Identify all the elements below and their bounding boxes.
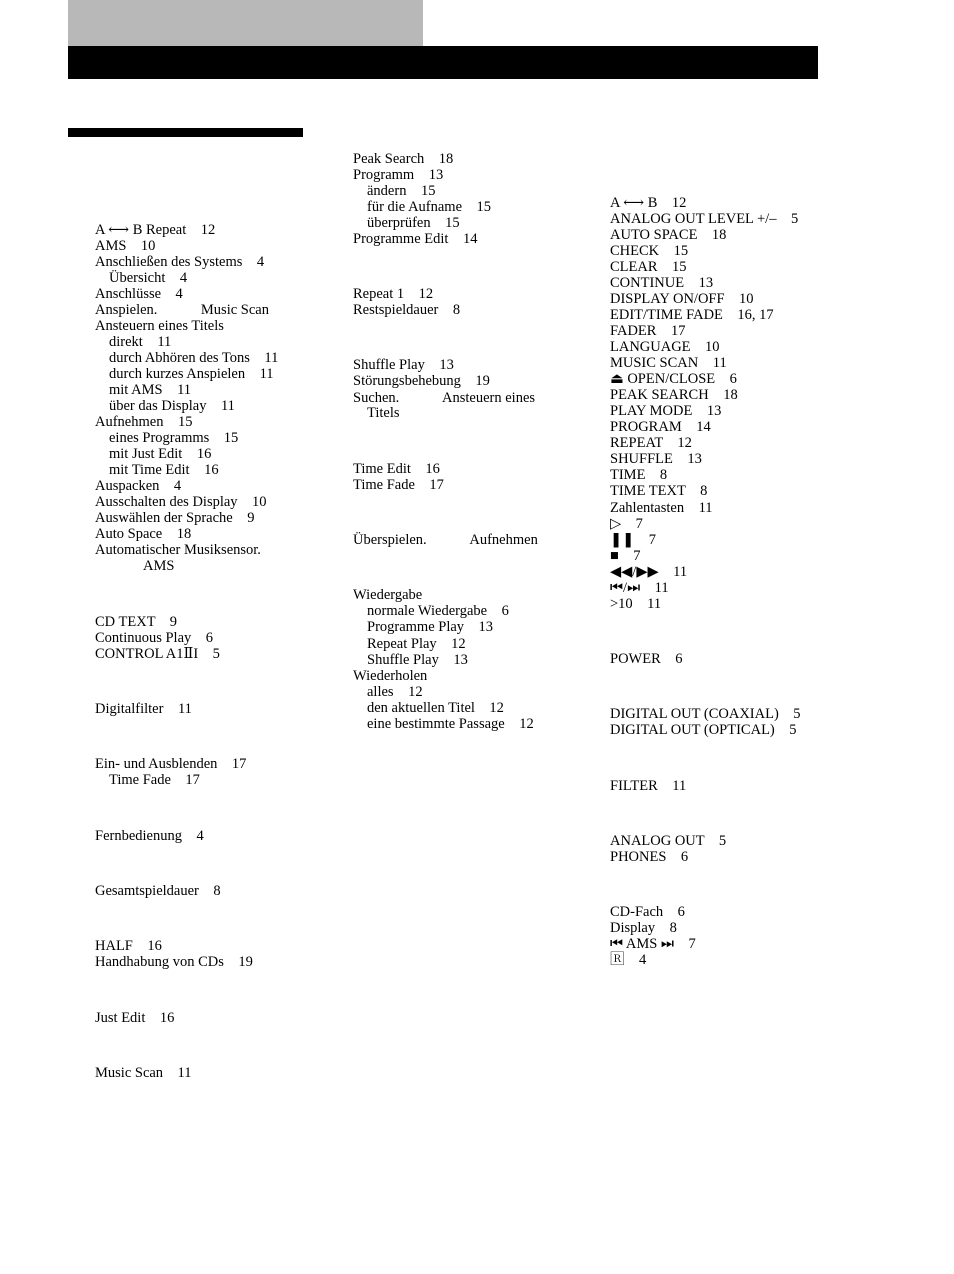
index-entry: Überspielen. Aufnehmen [353,532,538,548]
index-entry: AUTO SPACE 18 [610,227,727,243]
index-subentry: Shuffle Play 13 [367,652,468,668]
index-entry: Programme Edit 14 [353,231,478,247]
index-entry: FADER 17 [610,323,686,339]
index-entry: TIME 8 [610,467,668,483]
index-entry: Ansteuern eines Titels [95,318,224,334]
index-entry: CONTINUE 13 [610,275,714,291]
index-entry: Time Edit 16 [353,461,440,477]
index-subentry: AMS [143,558,175,574]
header-tab [68,0,423,46]
index-entry: Anspielen. Music Scan [95,302,269,318]
index-entry: Display 8 [610,920,677,936]
index-subentry: mit AMS 11 [109,382,192,398]
index-entry: Fernbedienung 4 [95,828,204,844]
index-entry: Repeat 1 12 [353,286,434,302]
index-entry: CD-Fach 6 [610,904,685,920]
index-entry: Music Scan 11 [95,1065,192,1081]
index-entry: PROGRAM 14 [610,419,711,435]
index-subentry: alles 12 [367,684,423,700]
index-entry: Continuous Play 6 [95,630,214,646]
index-entry: CLEAR 15 [610,259,687,275]
index-subentry: durch Abhören des Tons 11 [109,350,279,366]
index-entry: DIGITAL OUT (OPTICAL) 5 [610,722,797,738]
index-entry: A ⟷ B 12 [610,195,687,211]
index-subentry: überprüfen 15 [367,215,460,231]
index-entry: Digitalfilter 11 [95,701,192,717]
ams-jog-entry: ⏮ AMS ⏭ 7 [610,936,696,952]
skip-buttons-entry: ⏮/⏭ 11 [610,580,669,596]
index-entry: Auspacken 4 [95,478,182,494]
index-entry: Ausschalten des Display 10 [95,494,267,510]
index-entry: Handhabung von CDs 19 [95,954,253,970]
index-subentry: direkt 11 [109,334,172,350]
index-subentry: mit Time Edit 16 [109,462,219,478]
index-entry: Restspieldauer 8 [353,302,461,318]
index-subentry: eines Programms 15 [109,430,239,446]
index-entry: Suchen. Ansteuern eines [353,390,536,406]
index-entry: Wiederholen [353,668,428,684]
play-button-entry: ▷ 7 [610,516,643,532]
index-entry: CD TEXT 9 [95,614,178,630]
index-subentry: Übersicht 4 [109,270,188,286]
index-subentry: normale Wiedergabe 6 [367,603,509,619]
remote-icon-entry: 🅁 4 [610,952,647,968]
index-entry: Ein- und Ausblenden 17 [95,756,247,772]
index-subentry: über das Display 11 [109,398,235,414]
index-entry: >10 11 [610,596,662,612]
index-entry: EDIT/TIME FADE 16, 17 [610,307,774,323]
pause-button-entry: ❚❚ 7 [610,532,657,548]
index-subentry: durch kurzes Anspielen 11 [109,366,274,382]
index-entry: HALF 16 [95,938,162,954]
index-subentry: Time Fade 17 [109,772,200,788]
index-entry: Time Fade 17 [353,477,444,493]
header-bar [68,46,818,79]
index-entry: TIME TEXT 8 [610,483,708,499]
index-entry: Auto Space 18 [95,526,192,542]
index-entry: Zahlentasten 11 [610,500,713,516]
index-entry: Auswählen der Sprache 9 [95,510,255,526]
index-entry: DISPLAY ON/OFF 10 [610,291,754,307]
index-subentry: Programme Play 13 [367,619,494,635]
index-entry: Wiedergabe [353,587,423,603]
index-entry: Shuffle Play 13 [353,357,454,373]
index-entry: AMS 10 [95,238,156,254]
index-entry: PLAY MODE 13 [610,403,722,419]
index-entry: Automatischer Musiksensor. [95,542,261,558]
index-subentry: für die Aufname 15 [367,199,492,215]
index-subentry: ändern 15 [367,183,436,199]
index-subentry: eine bestimmte Passage 12 [367,716,534,732]
search-buttons-entry: ◀◀/▶▶ 11 [610,564,688,580]
index-entry: Aufnehmen 15 [95,414,193,430]
index-entry: CHECK 15 [610,243,689,259]
index-subentry: den aktuellen Titel 12 [367,700,504,716]
section-rule [68,128,303,137]
index-entry: CONTROL A1ⅡI 5 [95,646,220,662]
index-entry: Anschließen des Systems 4 [95,254,265,270]
index-entry: A ⟷ B Repeat 12 [95,222,216,238]
index-entry: Programm 13 [353,167,444,183]
index-entry: PHONES 6 [610,849,689,865]
index-entry: LANGUAGE 10 [610,339,720,355]
stop-button-entry: ■ 7 [610,548,641,564]
index-entry: Gesamtspieldauer 8 [95,883,221,899]
index-entry: Störungsbehebung 19 [353,373,490,389]
index-entry: MUSIC SCAN 11 [610,355,727,371]
index-subentry: Titels [367,405,400,421]
index-entry: SHUFFLE 13 [610,451,702,467]
index-subentry: Repeat Play 12 [367,636,466,652]
index-entry: FILTER 11 [610,778,687,794]
index-entry: PEAK SEARCH 18 [610,387,738,403]
index-entry: Just Edit 16 [95,1010,175,1026]
index-entry: POWER 6 [610,651,683,667]
index-entry: ANALOG OUT LEVEL +/– 5 [610,211,799,227]
index-entry: Peak Search 18 [353,151,454,167]
index-entry: REPEAT 12 [610,435,692,451]
index-entry: ANALOG OUT 5 [610,833,727,849]
index-entry: DIGITAL OUT (COAXIAL) 5 [610,706,801,722]
index-entry: ⏏ OPEN/CLOSE 6 [610,371,737,387]
index-entry: Anschlüsse 4 [95,286,183,302]
index-subentry: mit Just Edit 16 [109,446,212,462]
